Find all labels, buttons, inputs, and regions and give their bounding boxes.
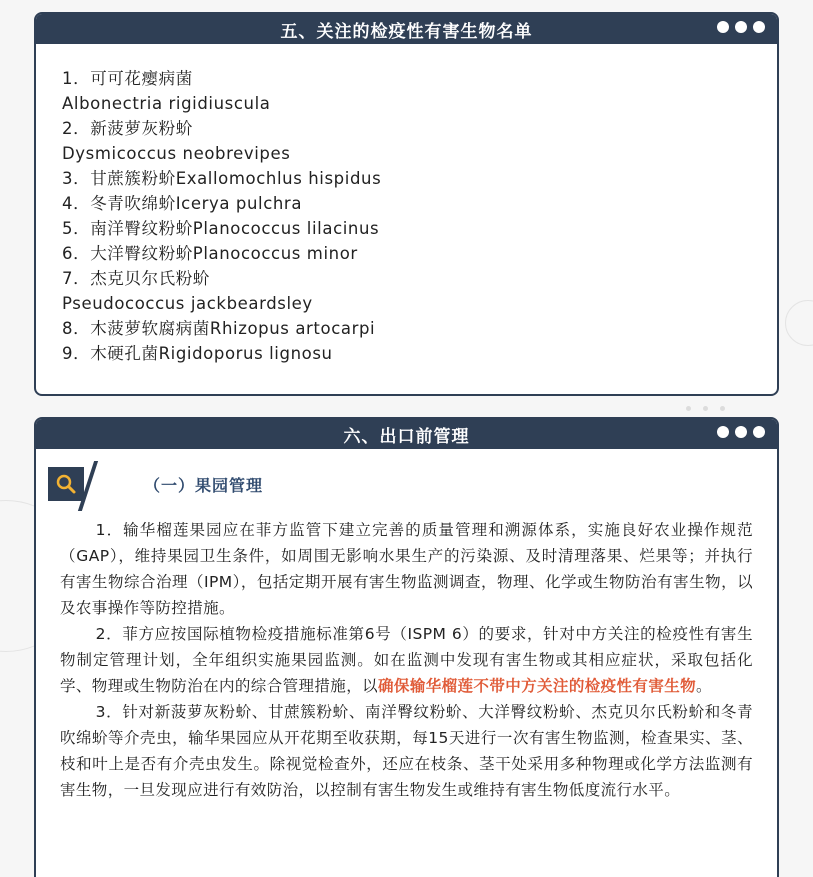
section-header [36, 14, 777, 44]
list-item: 4．冬青吹绵蚧Icerya pulchra [62, 194, 303, 213]
list-item: 1．可可花瘿病菌 [62, 69, 193, 88]
list-item: Dysmicoccus neobrevipes [62, 144, 291, 163]
background-dots [686, 406, 725, 411]
list-item: 2．新菠萝灰粉蚧 [62, 119, 193, 138]
paragraph-text: 。 [696, 677, 712, 695]
paragraph-text: 2．菲方应按国际植物检疫措施标准第6号（ISPM 6）的要求，针对中方关注的检疫性有害生物制定管理计划，全年组织实施果园监测。如在监测中发现有害生物或其相应症状，采取包括化学、物理或生物防治在内的综合管理措施，以 [60, 625, 753, 695]
subsection-header [36, 457, 777, 517]
list-item: 9．木硬孔菌Rigidoporus lignosu [62, 344, 333, 363]
list-item: Pseudococcus jackbeardsley [62, 294, 313, 313]
three-dots-icon [717, 21, 765, 33]
pre-export-card [34, 417, 779, 877]
section-title: 六、出口前管理 [343, 426, 470, 447]
list-item: 5．南洋臀纹粉蚧Planococcus lilacinus [62, 219, 380, 238]
list-item: 3．甘蔗簇粉蚧Exallomochlus hispidus [62, 169, 382, 188]
background-ring [785, 300, 813, 346]
paragraph-1: 1．输华榴莲果园应在菲方监管下建立完善的质量管理和溯源体系，实施良好农业操作规范（GAP），维持果园卫生条件，如周围无影响水果生产的污染源、及时清理落果、烂果等；并执行有害生物综合治理（IPM），包括定期开展有害生物监测调查，物理、化学或生物防治有害生物，以及农事操作等防控措施。 [60, 521, 753, 617]
three-dots-icon [717, 426, 765, 438]
search-icon [48, 467, 84, 501]
paragraph-3: 3．针对新菠萝灰粉蚧、甘蔗簇粉蚧、南洋臀纹粉蚧、大洋臀纹粉蚧、杰克贝尔氏粉蚧和冬青吹绵蚧等介壳虫，输华果园应从开花期至收获期，每15天进行一次有害生物监测，检查果实、茎、枝和叶上是否有介壳虫发生。除视觉检查外，还应在枝条、茎干处采用多种物理或化学方法监测有害生物，一旦发现应进行有效防治，以控制有害生物发生或维持有害生物低度流行水平。 [60, 703, 753, 799]
highlight-text: 确保输华榴莲不带中方关注的检疫性有害生物 [378, 677, 697, 695]
list-item: 7．杰克贝尔氏粉蚧 [62, 269, 210, 288]
pest-list [36, 44, 777, 366]
list-item: Albonectria rigidiuscula [62, 94, 271, 113]
section-title: 五、关注的检疫性有害生物名单 [280, 21, 533, 42]
paragraph-2 [36, 621, 777, 699]
subsection-title: （一）果园管理 [144, 476, 264, 495]
pest-list-card [34, 12, 779, 396]
list-item: 6．大洋臀纹粉蚧Planococcus minor [62, 244, 358, 263]
section-header [36, 419, 777, 449]
list-item: 8．木菠萝软腐病菌Rhizopus artocarpi [62, 319, 376, 338]
